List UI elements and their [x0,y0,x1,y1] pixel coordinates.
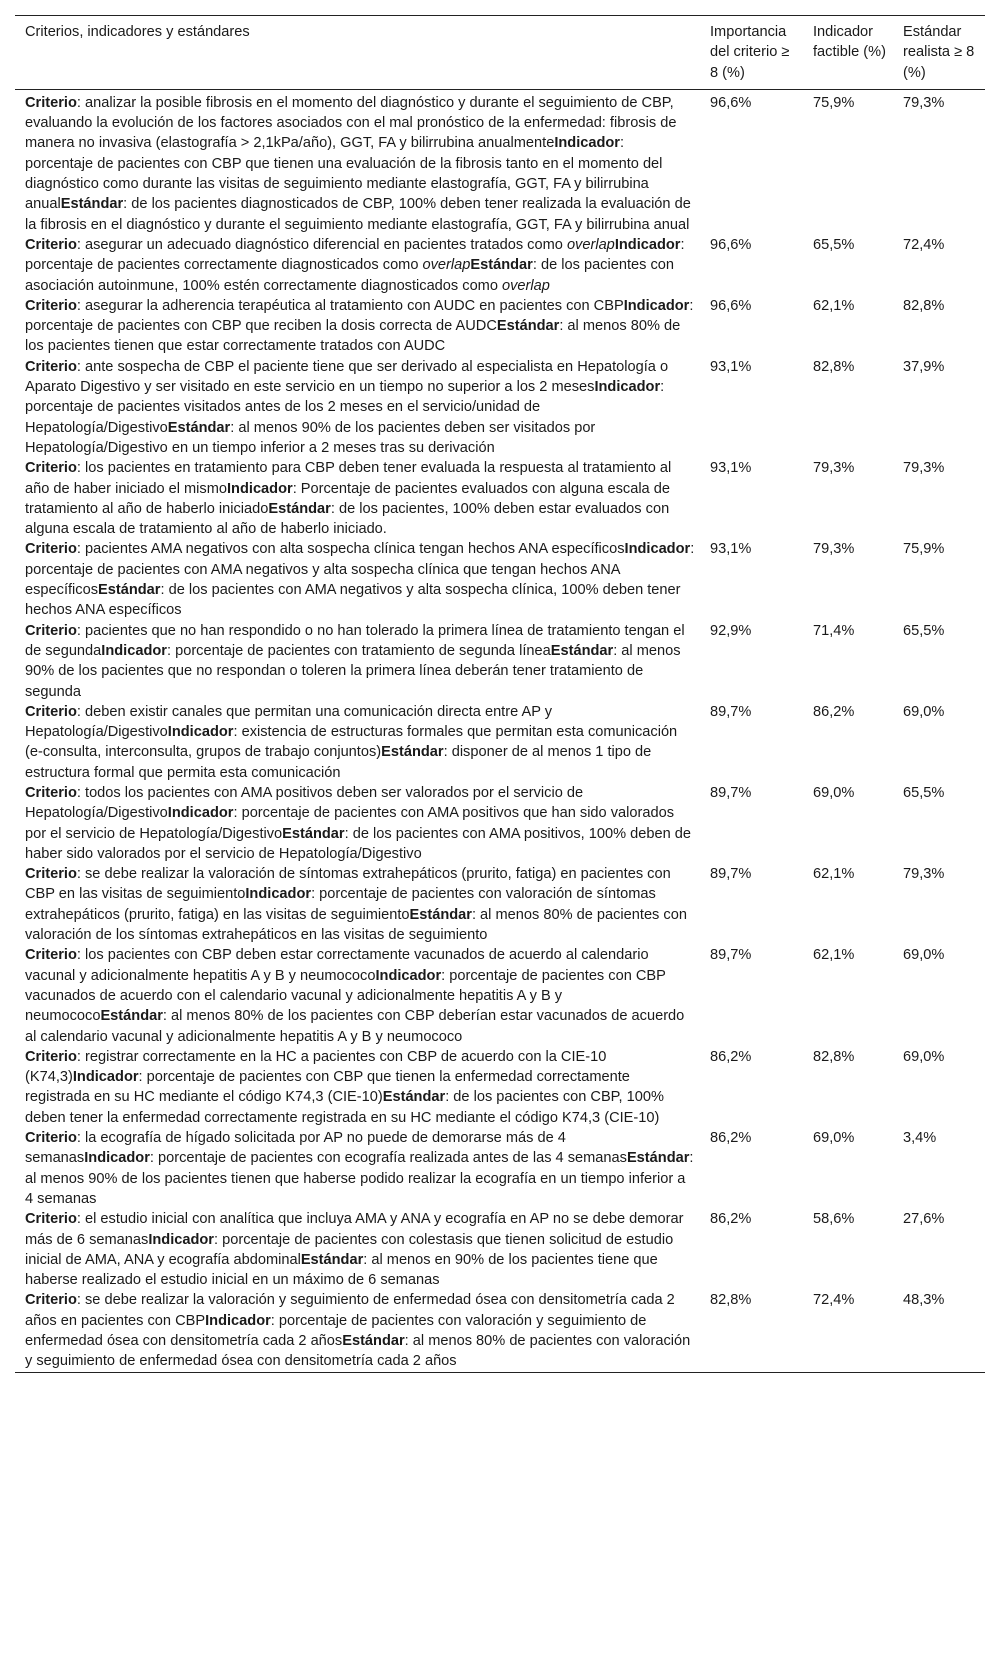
criteria-cell [15,702,700,783]
criterio-text: : registrar correctamente en la HC a pacientes con CBP de acuerdo con la CIE-10 (K74,3) [25,1048,607,1086]
indicador-label: Indicador [148,1231,214,1248]
header-importancia: Importancia del criterio ≥ 8 (%) [710,24,790,81]
criteria-cell [15,89,700,235]
estandar-text: : al menos 80% de los pacientes con CBP deberían estar vacunados de acuerdo al calendario vacunal y adicionalmente hepatitis A y B y neumococo [25,1008,685,1045]
table-row [15,621,985,702]
criterio-label: Criterio [25,622,77,639]
estandar-text: : al menos 80% de pacientes con valoración de los síntomas extrahepáticos en las visitas de seguimiento [25,906,687,944]
realista-value: 75,9% [903,541,945,558]
factible-value: 62,1% [813,297,855,314]
criteria-cell [15,864,700,945]
criterio-text: : los pacientes con CBP deben estar correctamente vacunados de acuerdo al calendario vacunal y adicionalmente hepatitis A y B y neumococo [25,947,649,984]
estandar-text: : de los pacientes con CBP, 100% deben tener la enfermedad correctamente registrada en su HC mediante el código K74,3 (CIE-10) [25,1089,664,1126]
criterio-text: : analizar la posible fibrosis en el momento del diagnóstico y durante el seguimiento de CBP, evaluando la evolución de los factores asociados con el mal pronóstico de la enfermedad: fibrosis de manera no invasiva (elastografía > 2,1kPa/año), GGT, FA y bilirrubina anualmente [25,94,677,152]
criterio-label: Criterio [25,947,77,964]
table-row [15,296,985,357]
table-row [15,89,985,235]
importancia-value: 93,1% [710,358,752,375]
indicador-label: Indicador [167,724,234,741]
factible-value: 58,6% [813,1211,855,1228]
criterio-text: : pacientes AMA negativos con alta sospecha clínica tengan hechos ANA específicos [76,541,625,558]
table-row [15,1128,985,1209]
estandar-text: overlap [502,277,550,294]
criterio-label: Criterio [25,703,77,720]
estandar-label: Estándar [60,196,124,213]
realista-value: 69,0% [903,703,945,720]
importancia-value: 96,6% [710,236,752,253]
criteria-cell [15,783,700,864]
criterio-label: Criterio [25,866,77,883]
realista-value: 69,0% [903,947,945,964]
table-row [15,235,985,296]
indicador-text: : porcentaje de pacientes con CBP que tienen la enfermedad correctamente registrada en su HC mediante el código K74,3 (CIE-10) [25,1069,630,1106]
indicador-text: : porcentaje de pacientes con CBP que reciben la dosis correcta de AUDC [25,297,694,335]
estandar-label: Estándar [409,906,472,923]
factible-value: 79,3% [813,460,855,477]
importancia-value: 89,7% [710,866,752,883]
criteria-cell [15,296,700,357]
importancia-value: 96,6% [710,297,752,314]
indicador-label: Indicador [167,805,234,822]
realista-value: 27,6% [903,1211,945,1228]
indicador-label: Indicador [84,1150,150,1167]
criterio-text: : ante sospecha de CBP el paciente tiene que ser derivado al especialista en Hepatología o Aparato Digestivo y ser visitado en este servicio en un tiempo no superior a los 2 meses [25,358,669,396]
indicador-text: : existencia de estructuras formales que permitan esta comunicación (e-consulta, interconsulta, grupos de trabajo conjuntos) [25,724,678,761]
importancia-value: 89,7% [710,947,752,964]
criterio-text: : la ecografía de hígado solicitada por AP no puede de demorarse más de 4 semanas [25,1130,566,1167]
criteria-cell [15,235,700,296]
criteria-cell [15,945,700,1046]
importancia-value: 82,8% [710,1292,752,1309]
factible-value: 69,0% [813,1130,855,1147]
estandar-label: Estándar [300,1251,364,1268]
estandar-text: : de los pacientes con asociación autoinmune, 100% estén correctamente diagnosticados como [25,257,675,294]
estandar-label: Estándar [282,825,345,842]
criterio-text: overlap [566,236,615,253]
factible-value: 69,0% [813,784,855,801]
importancia-value: 93,1% [710,541,752,558]
indicador-text: : porcentaje de pacientes con valoración y seguimiento de enfermedad ósea con densitometría cada 2 años [25,1312,647,1349]
criterio-text: : pacientes que no han respondido o no han tolerado la primera línea de tratamiento tengan el de segunda [25,622,685,659]
table-row [15,458,985,539]
indicador-text: : porcentaje de pacientes con ecografía realizada antes de las 4 semanas [149,1150,627,1167]
criterio-text: : todos los pacientes con AMA positivos deben ser valorados por el servicio de Hepatología/Digestivo [25,784,584,822]
realista-value: 79,3% [903,94,945,111]
realista-value: 65,5% [903,784,945,801]
indicador-text: : porcentaje de pacientes con colestasis que tienen solicitud de estudio inicial de AMA, ANA y ecografía abdominal [25,1231,674,1268]
criteria-cell [15,357,700,458]
indicador-label: Indicador [375,967,442,984]
estandar-text: : de los pacientes, 100% deben estar evaluados con alguna escala de tratamiento al año de haberlo iniciado. [25,500,670,538]
estandar-text: : de los pacientes con AMA positivos, 100% deben de haber sido valorados por el servicio de Hepatología/Digestivo [25,825,692,862]
importancia-value: 89,7% [710,703,752,720]
indicador-text: : Porcentaje de pacientes evaluados con alguna escala de tratamiento al año de haberlo iniciado [25,480,670,517]
indicador-text: overlap [422,257,471,274]
factible-value: 71,4% [813,622,855,639]
criteria-cell [15,458,700,539]
criterio-label: Criterio [25,358,77,375]
criterio-text: : el estudio inicial con analítica que incluya AMA y ANA y ecografía en AP no se debe demorar más de 6 semanas [25,1211,684,1248]
table-row [15,539,985,620]
table-row [15,864,985,945]
criterio-text: : los pacientes en tratamiento para CBP deben tener evaluada la respuesta al tratamiento al año de haber iniciado el mismo [25,460,672,497]
estandar-text: : al menos 90% de los pacientes que no respondan o toleren la primera línea deberán tener tratamiento de segunda [25,642,681,700]
factible-value: 82,8% [813,358,855,375]
indicador-label: Indicador [614,236,681,253]
realista-value: 37,9% [903,358,945,375]
importancia-value: 86,2% [710,1130,752,1147]
estandar-text: : al menos 80% de los pacientes tienen que estar correctamente tratados con AUDC [25,318,681,355]
criterio-label: Criterio [25,297,77,314]
realista-value: 65,5% [903,622,945,639]
estandar-label: Estándar [626,1150,690,1167]
estandar-label: Estándar [98,582,161,599]
factible-value: 82,8% [813,1048,855,1065]
estandar-text: : al menos 90% de los pacientes deben ser visitados por Hepatología/Digestivo en un tiempo inferior a 2 meses tras su derivación [25,419,596,456]
importancia-value: 86,2% [710,1048,752,1065]
indicador-label: Indicador [245,886,312,903]
estandar-text: : de los pacientes con AMA negativos y alta sospecha clínica, 100% deben tener hechos ANA específicos [25,582,681,619]
header-row [15,16,985,90]
factible-value: 75,9% [813,94,855,111]
criterio-label: Criterio [25,784,77,801]
estandar-label: Estándar [496,318,560,335]
factible-value: 86,2% [813,703,855,720]
indicador-text: : porcentaje de pacientes con CBP vacunados de acuerdo con el calendario vacunal y adicionalmente hepatitis A y B y neumococo [25,967,666,1025]
criterio-text: : deben existir canales que permitan una comunicación directa entre AP y Hepatología/Digestivo [25,703,553,741]
criterio-label: Criterio [25,1211,77,1228]
criteria-cell [15,1047,700,1128]
table-row [15,1290,985,1372]
table-row [15,702,985,783]
header-estandar-realista: Estándar realista ≥ 8 (%) [903,24,975,81]
criteria-table-container [15,15,985,1373]
criterio-label: Criterio [25,1130,77,1147]
table-row [15,1047,985,1128]
realista-value: 72,4% [903,236,945,253]
estandar-label: Estándar [268,500,331,517]
factible-value: 72,4% [813,1292,855,1309]
table-row [15,1209,985,1290]
estandar-label: Estándar [342,1333,405,1349]
estandar-label: Estándar [550,642,614,659]
indicador-label: Indicador [623,297,690,314]
criteria-cell [15,1290,700,1372]
indicador-text: : porcentaje de pacientes visitados antes de los 2 meses en el servicio/unidad de Hepatología/Digestivo [25,379,665,436]
estandar-label: Estándar [382,1089,446,1106]
criterio-label: Criterio [25,94,77,111]
estandar-text: : al menos en 90% de los pacientes tiene que haberse realizado el estudio inicial en un máximo de 6 semanas [25,1251,658,1289]
criterio-text: : se debe realizar la valoración y seguimiento de enfermedad ósea con densitometría cada 2 años en pacientes con CBP [25,1292,675,1329]
estandar-label: Estándar [381,744,444,761]
criterio-label: Criterio [25,1292,77,1309]
criterio-label: Criterio [25,1048,77,1065]
importancia-value: 89,7% [710,784,752,801]
estandar-text: : al menos 80% de pacientes con valoración y seguimiento de enfermedad ósea con densitometría cada 2 años [25,1333,691,1370]
estandar-label: Estándar [167,419,231,436]
realista-value: 79,3% [903,866,945,883]
estandar-label: Estándar [470,257,533,274]
realista-value: 3,4% [903,1130,937,1147]
indicador-text: : porcentaje de pacientes con AMA positivos que han sido valorados por el servicio de Hepatología/Digestivo [25,805,674,842]
criteria-cell [15,1128,700,1209]
factible-value: 62,1% [813,866,855,883]
indicador-label: Indicador [227,480,293,497]
estandar-text: : de los pacientes diagnosticados de CBP, 100% deben tener realizada la evaluación de la fibrosis en el diagnóstico y durante el seguimiento mediante elastografía, GGT, FA y bilirrubina anual [25,196,691,233]
realista-value: 79,3% [903,460,945,477]
table-row [15,783,985,864]
importancia-value: 93,1% [710,460,752,477]
realista-value: 48,3% [903,1292,945,1309]
indicador-label: Indicador [205,1312,271,1329]
header-criterios: Criterios, indicadores y estándares [25,24,250,40]
realista-value: 82,8% [903,297,945,314]
indicador-text: : porcentaje de pacientes con CBP que tienen una evaluación de la fibrosis tanto en el momento del diagnóstico como durante las visitas de seguimiento mediante elastografía, GGT, FA y bilirrubina anual [25,135,663,213]
table-row [15,945,985,1046]
factible-value: 62,1% [813,947,855,964]
indicador-label: Indicador [72,1069,139,1086]
criteria-cell [15,621,700,702]
importancia-value: 86,2% [710,1211,752,1228]
indicador-label: Indicador [101,642,167,659]
realista-value: 69,0% [903,1048,945,1065]
indicador-label: Indicador [554,135,620,152]
criterio-text: : asegurar un adecuado diagnóstico diferencial en pacientes tratados como [76,236,567,253]
criterio-label: Criterio [25,460,77,477]
criteria-cell [15,539,700,620]
estandar-label: Estándar [100,1008,163,1025]
indicador-text: : porcentaje de pacientes con valoración de síntomas extrahepáticos (prurito, fatiga) en las visitas de seguimiento [25,886,656,923]
criterio-text: : se debe realizar la valoración de síntomas extrahepáticos (prurito, fatiga) en pacientes con CBP en las visitas de seguimiento [25,866,671,903]
indicador-text: : porcentaje de pacientes con tratamiento de segunda línea [166,642,551,659]
estandar-text: : al menos 90% de los pacientes tienen que haberse podido realizar la ecografía en un tiempo inferior a 4 semanas [25,1150,694,1207]
table-header [15,16,985,90]
indicador-label: Indicador [624,541,691,558]
importancia-value: 96,6% [710,94,752,111]
criteria-cell [15,1209,700,1290]
table-body [15,89,985,1372]
header-indicador-factible: Indicador factible (%) [813,24,886,61]
criterio-label: Criterio [25,236,77,253]
estandar-text: : disponer de al menos 1 tipo de estructura formal que permita esta comunicación [25,744,652,781]
criterio-label: Criterio [25,541,77,558]
table-row [15,357,985,458]
factible-value: 65,5% [813,236,855,253]
indicador-text: : porcentaje de pacientes correctamente diagnosticados como [25,236,685,274]
factible-value: 79,3% [813,541,855,558]
criterio-text: : asegurar la adherencia terapéutica al tratamiento con AUDC en pacientes con CBP [76,297,624,314]
indicador-text: : porcentaje de pacientes con AMA negativos y alta sospecha clínica que tengan hechos ANA específicos [25,541,695,599]
importancia-value: 92,9% [710,622,752,639]
indicador-label: Indicador [594,379,661,396]
criteria-table [15,15,985,1373]
